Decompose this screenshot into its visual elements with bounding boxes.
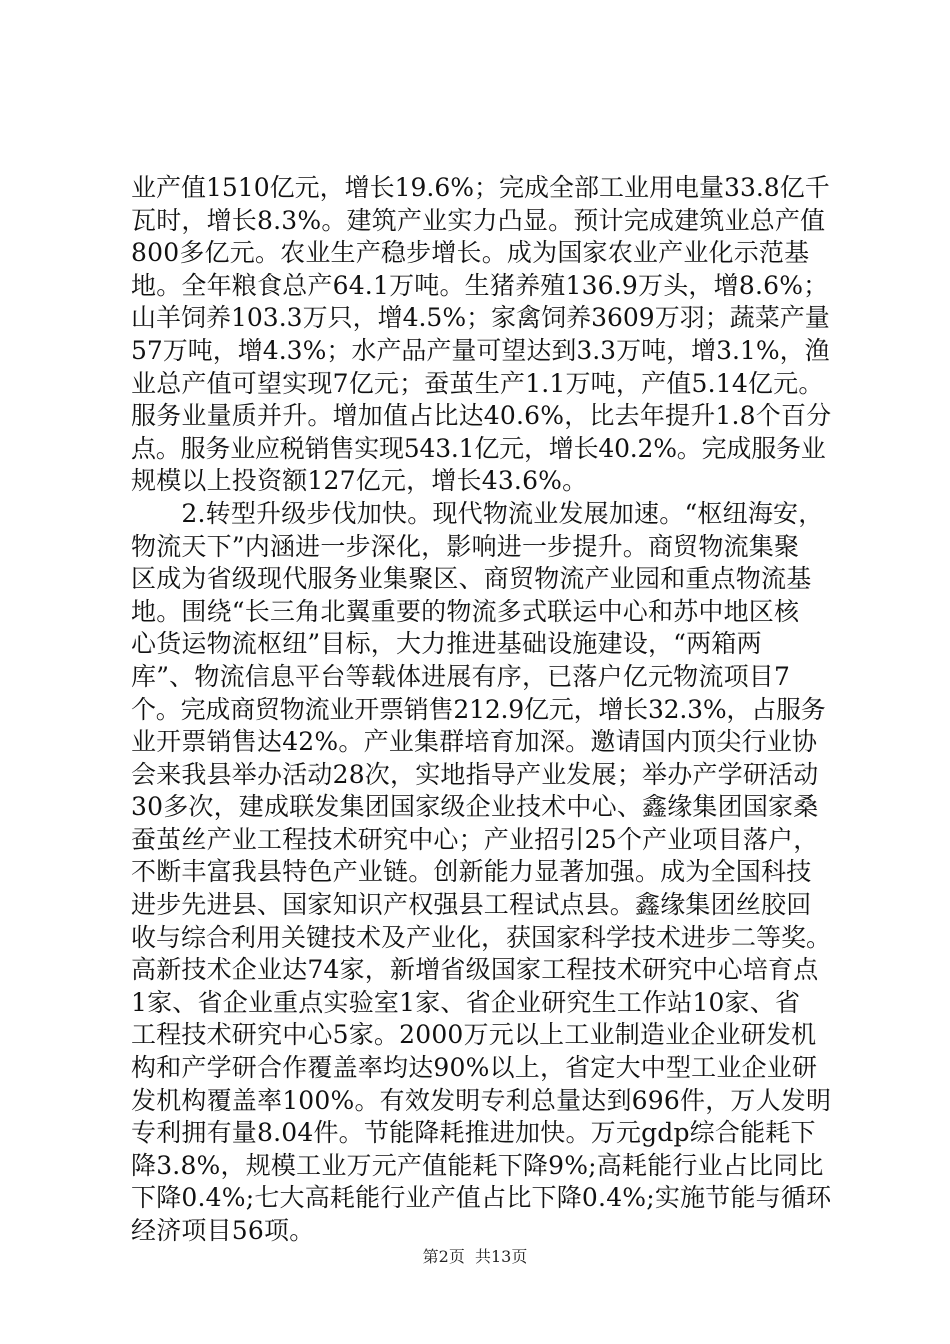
page-number-label: 第2页 共13页 [422,1247,528,1266]
text-line: 地。围绕“长三角北翼重要的物流多式联运中心和苏中地区核 [131,596,800,626]
text-line: 57万吨，增4.3%；水产品产量可望达到3.3万吨，增3.1%，渔 [131,335,830,365]
text-line: 2.转型升级步伐加快。现代物流业发展加速。“枢纽海安， [131,498,824,528]
text-line: 业开票销售达42%。产业集群培育加深。邀请国内顶尖行业协 [131,727,818,757]
text-line: 经济项目56项。 [131,1216,315,1245]
text-line: 山羊饲养103.3万只，增4.5%；家禽饲养3609万羽；蔬菜产量 [131,303,830,333]
text-line: 构和产学研合作覆盖率均达90%以上，省定大中型工业企业研 [131,1053,818,1083]
text-line: 心货运物流枢纽”目标，大力推进基础设施建设，“两箱两 [131,629,762,659]
text-line: 800多亿元。农业生产稳步增长。成为国家农业产业化示范基 [131,238,810,268]
text-line: 规模以上投资额127亿元，增长43.6%。 [131,466,588,496]
text-line: 专利拥有量8.04件。节能降耗推进加快。万元gdp综合能耗下 [131,1118,816,1148]
text-line: 库”、物流信息平台等载体进展有序，已落户亿元物流项目7 [131,661,791,691]
text-line: 降3.8%，规模工业万元产值能耗下降9%;高耗能行业占比同比 [131,1150,824,1180]
text-line: 30多次，建成联发集团国家级企业技术中心、鑫缘集团国家桑 [131,792,819,822]
text-line: 工程技术研究中心5家。2000万元以上工业制造业企业研发机 [131,1020,817,1050]
page-footer [0,1244,950,1267]
text-line: 业总产值可望实现7亿元；蚕茧生产1.1万吨，产值5.14亿元。 [131,368,824,398]
body-text [131,172,831,1248]
text-line: 业产值1510亿元，增长19.6%；完成全部工业用电量33.8亿千 [131,173,830,202]
text-line: 进步先进县、国家知识产权强县工程试点县。鑫缘集团丝胶回 [131,890,812,920]
text-line: 地。全年粮食总产64.1万吨。生猪养殖136.9万头，增8.6%； [131,270,829,300]
text-line: 下降0.4%;七大高耗能行业产值占比下降0.4%;实施节能与循环 [131,1183,832,1213]
text-line: 服务业量质并升。增加值占比达40.6%，比去年提升1.8个百分 [131,401,832,431]
text-line: 瓦时，增长8.3%。建筑产业实力凸显。预计完成建筑业总产值 [131,205,826,235]
text-line: 发机构覆盖率100%。有效发明专利总量达到696件，万人发明 [131,1085,832,1115]
text-line: 区成为省级现代服务业集聚区、商贸物流产业园和重点物流基 [131,564,812,594]
text-line: 蚕茧丝产业工程技术研究中心；产业招引25个产业项目落户， [131,824,819,854]
text-line: 点。服务业应税销售实现543.1亿元，增长40.2%。完成服务业 [131,433,826,463]
text-line: 个。完成商贸物流业开票销售212.9亿元，增长32.3%，占服务 [131,694,826,724]
text-line: 1家、省企业重点实验室1家、省企业研究生工作站10家、省 [131,987,801,1017]
text-line: 会来我县举办活动28次，实地指导产业发展；举办产学研活动 [131,759,819,789]
text-line: 收与综合利用关键技术及产业化，获国家科学技术进步二等奖。 [131,922,832,952]
text-line: 高新技术企业达74家，新增省级国家工程技术研究中心培育点 [131,955,819,985]
text-line: 不断丰富我县特色产业链。创新能力显著加强。成为全国科技 [131,857,812,887]
text-line: 物流天下”内涵进一步深化，影响进一步提升。商贸物流集聚 [131,531,800,561]
